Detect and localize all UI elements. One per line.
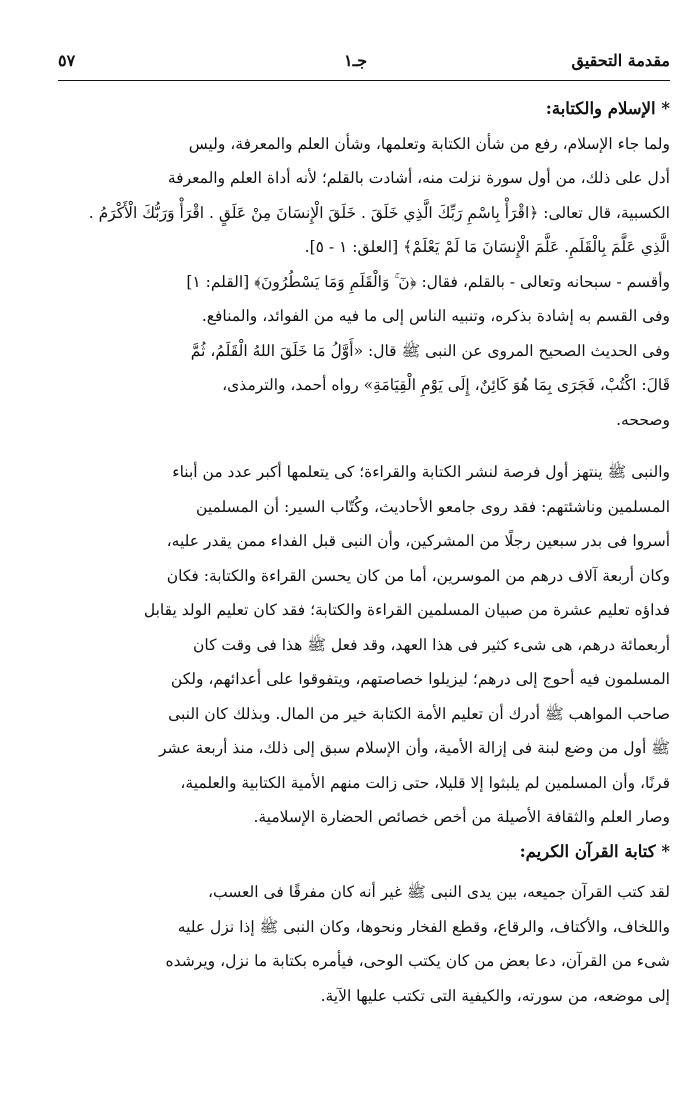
quran-verse-line: الَّذِي عَلَّمَ بِالْقَلَمِ. عَلَّمَ الْإِنسَانَ مَا لَمْ يَعْلَمْ﴾ [العلق: ١ - ٥]. [304,238,670,256]
paragraph-line: قرنًا، وأن المسلمين لم يلبثوا إلا قليلا، حتى زالت منهم الأمية الكتابية والعلمية، [180,773,670,792]
section-heading-islam-writing: * الإسلام والكتابة: [545,99,670,118]
paragraph-line: فداؤه تعليم عشرة من صبيان المسلمين القراءة والكتابة؛ فقد كان تعليم الولد يقابل [143,601,670,619]
header-title: مقدمة التحقيق [571,51,670,70]
header-volume: جـ١ [344,51,368,70]
paragraph-line: شىء من القرآن، دعا بعض من كان يكتب الوحى، فيأمره بكتابة ما نزل، ويرشده [165,952,670,970]
paragraph-line: أربعمائة درهم، هى شىء كثير فى هذا العهد، وقد فعل ﷺ هذا فى وقت كان [193,635,670,654]
paragraph-line: والنبى ﷺ ينتهز أول فرصة لنشر الكتابة والقراءة؛ كى يتعلمها أكبر عدد من أبناء [172,463,670,481]
paragraph-line: لقد كتب القرآن جميعه، بين يدى النبى ﷺ غير أنه كان مفرقًا فى العسب، [207,883,670,901]
hadith-line: وفى الحديث الصحيح المروى عن النبى ﷺ قال: «أَوَّلُ مَا خَلَقَ اللهُ الْقَلَمُ، ثُمَّ [190,341,670,360]
paragraph-line: أدل على ذلك، من أول سورة نزلت منه، أشادت بالقلم؛ لأنه أداة العلم والمعرفة [167,169,670,187]
paragraph-line: ﷺ أول من وضع لبنة فى إزالة الأمية، وأن الإسلام سبق إلى ذلك، منذ أربعة عشر [159,739,670,757]
quran-verse-line: الكسبية، قال تعالى: ﴿اقْرَأْ بِاسْمِ رَبِّكَ الَّذِي خَلَقَ . خَلَقَ الْإِنسَانَ مِنْ عَلَقٍ . اقْرَأْ وَرَبُّكَ الْأَكْرَمُ . [88,203,670,222]
running-header [58,46,670,81]
paragraph-line: إلى موضعه، من سورته، والكيفية التى تكتب عليها الآية. [320,986,670,1005]
paragraph-line: المسلمون فيه أحوج إلى درهم؛ ليزيلوا خصاصتهم، ويتفوقوا على أعدائهم، ولكن [170,670,670,688]
paragraph-line: وفى القسم به إشادة بذكره، وتنبيه الناس إلى ما فيه من الفوائد، والمنافع. [201,307,670,325]
section-heading-quran-writing: * كتابة القرآن الكريم: [519,841,670,861]
page-body [42,92,670,1013]
page-number: ٥٧ [58,51,76,70]
paragraph-gap [42,437,670,455]
paragraph-line: وصححه. [616,410,670,429]
hadith-line: قَالَ: اكْتُبْ، فَجَرَى بِمَا هُوَ كَائِنٌ، إِلَى يَوْمِ الْقِيَامَةِ» رواه أحمد، والترمذى، [222,376,670,394]
paragraph-line: واللخاف، والأكتاف، والرقاع، وقطع الفخار ونحوها، وكان النبى ﷺ إذا نزل عليه [177,917,670,936]
paragraph-line: صاحب المواهب ﷺ أدرك أن تعليم الأمة الكتابة خير من المال. وبذلك كان النبى [168,704,670,723]
paragraph-line: أسروا فى بدر سبعين رجلًا من المشركين، وأن النبى قبل الفداء ممن يقدر عليه، [166,532,670,550]
paragraph-line: وكان أربعة آلاف درهم من الموسرين، أما من كان يحسن القراءة والكتابة: فكان [166,566,670,585]
paragraph-line: المسلمين وناشئتهم: فقد روى جامعو الأحاديث، وكُتّاب السير: أن المسلمين [196,497,670,516]
paragraph-line: وأقسم - سبحانه وتعالى - بالقلم، فقال: ﴿نٓ ۚ وَالْقَلَمِ وَمَا يَسْطُرُونَ﴾ [القلم: ١] [186,272,670,291]
paragraph-line: وصار العلم والثقافة الأصيلة من أخص خصائص الحضارة الإسلامية. [253,808,670,826]
paragraph-line: ولما جاء الإسلام، رفع من شأن الكتابة وتعلمها، وشأن العلم والمعرفة، وليس [188,134,670,153]
